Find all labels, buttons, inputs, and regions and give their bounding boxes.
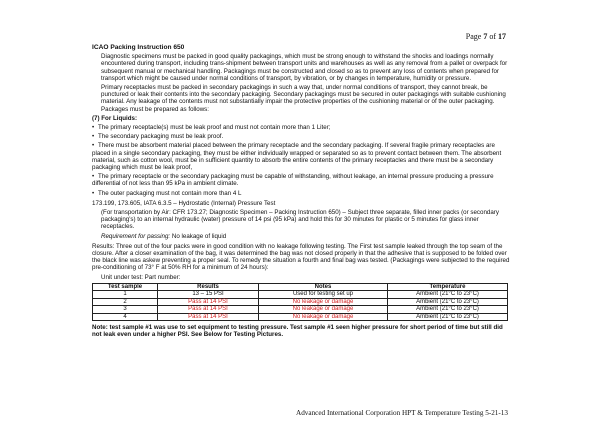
table-row bbox=[93, 306, 508, 313]
list-item bbox=[92, 133, 512, 140]
unit-under-test: Unit under test: Part number: bbox=[101, 273, 181, 281]
cell-temperature: Ambient (21°C to 23°C) bbox=[388, 306, 508, 313]
cell-notes: No leakage or damage bbox=[259, 313, 388, 320]
table-body bbox=[93, 291, 508, 321]
table-row bbox=[93, 291, 508, 298]
requirement-value: No leakage of liquid bbox=[171, 232, 227, 240]
liquids-heading: (7) For Liquids: bbox=[92, 114, 138, 122]
cell-sample: 3 bbox=[93, 306, 158, 313]
cell-result: Pass at 14 PSI bbox=[158, 313, 259, 320]
cell-result: Pass at 14 PSI bbox=[158, 306, 259, 313]
list-item-text: The outer packaging must not contain more than 4 L bbox=[98, 189, 242, 197]
column-header: Test sample bbox=[93, 283, 158, 290]
list-item-text: The secondary packaging must be leak proof. bbox=[98, 133, 224, 141]
paragraph-primary-receptacles: Primary receptacles must be packed in secondary packagings in such a way that, under normal conditions of transport, they cannot break, be punctured or leak their contents into the secondary packaging. Secondary packagings must be secured in outer packagings with suitable cushioning material. Any leakage of the contents must not substantially impair the protective properties of the cushioning material or of the outer packaging. Packages must be prepared as follows: bbox=[101, 84, 506, 113]
column-header: Notes bbox=[259, 283, 388, 290]
results-paragraph: Results: Three out of the four packs were in good condition with no leakage following testing. The First test sample leaked through the top seam of the closure. After a closer examination of the bag, it was determined the bag was not closed properly in that the adhesive that is supposed to be folded over the black line was askew preventing a proper seal. To remedy the situation a fourth and final bag was tested. (Packagings were subjected to the required pre-conditioning of 73° F at 50% RH for a minimum of 24 hours): bbox=[92, 242, 510, 272]
section-heading: ICAO Packing Instruction 650 bbox=[92, 44, 185, 51]
cell-temperature: Ambient (21°C to 23°C) bbox=[388, 291, 508, 298]
list-item bbox=[92, 190, 512, 197]
list-item bbox=[92, 124, 512, 131]
page-number-total: 17 bbox=[498, 32, 506, 41]
page-number-middle: of bbox=[487, 32, 498, 41]
list-item bbox=[92, 173, 512, 187]
cell-notes: No leakage or damage bbox=[259, 298, 388, 305]
column-header: Results bbox=[158, 283, 259, 290]
bullet-dot-icon: • bbox=[92, 189, 95, 197]
list-item-text: There must be absorbent material placed between the primary receptacle and the secondary packaging. If several fragile primary receptacles are placed in a single secondary packaging, they must be either individually wrapped or separated so as to prevent contact between them. The absorbent material, such as cotton wool, must be in sufficient quantity to absorb the entire contents of the primary receptacles and there must be a secondary packaging which must be leak proof, bbox=[92, 142, 502, 172]
table-row bbox=[93, 313, 508, 320]
cell-sample: 4 bbox=[93, 313, 158, 320]
bullet-dot-icon: • bbox=[92, 133, 95, 141]
table-row bbox=[93, 298, 508, 305]
page-number-prefix: Page bbox=[465, 32, 484, 41]
bullet-list bbox=[92, 124, 512, 197]
column-header: Temperature bbox=[388, 283, 508, 290]
list-item bbox=[92, 142, 512, 171]
list-item-text: The primary receptacle(s) must be leak proof and must not contain more than 1 Liter; bbox=[98, 124, 331, 132]
page-number bbox=[466, 32, 506, 41]
requirement-label: Requirement for passing: bbox=[101, 232, 171, 240]
bullet-dot-icon: • bbox=[92, 124, 95, 132]
note-paragraph: Note: test sample #1 was use to set equipment to testing pressure. Test sample #1 seen higher pressure for short period of time but still did not leak even under a higher PSI. See Below for Testing Pictures. bbox=[92, 323, 503, 338]
table-header-row bbox=[93, 283, 508, 290]
bullet-dot-icon: • bbox=[92, 142, 95, 150]
cell-sample: 2 bbox=[93, 298, 158, 305]
cell-result: 13 – 15 PSI bbox=[158, 291, 259, 298]
page-content bbox=[92, 44, 512, 338]
cell-sample: 1 bbox=[93, 291, 158, 298]
cell-notes: Used for testing set up bbox=[259, 291, 388, 298]
test-description: (For transportation by Air: CFR 173.27; Diagnostic Specimen – Packing Instruction 650) – Subject three separate, filled inner packs (or secondary packaging's) to an internal hydraulic (water) pressure of 14 psi (95 kPa) and hold this for 30 minutes for plastic or 5 minutes for glass inner receptacles. bbox=[101, 209, 499, 231]
cell-temperature: Ambient (21°C to 23°C) bbox=[388, 313, 508, 320]
cell-result: Pass at 14 PSI bbox=[158, 298, 259, 305]
cell-notes: No leakage or damage bbox=[259, 306, 388, 313]
results-table bbox=[92, 283, 508, 321]
list-item-text: The primary receptacle or the secondary packaging must be capable of withstanding, without leakage, an internal pressure producing a pressure differential of not less than 95 kPa in ambient climate. bbox=[92, 173, 494, 188]
requirement-line bbox=[101, 233, 512, 240]
test-title: 173.199, 173.605, IATA 6.3.5 – Hydrostatic (Internal) Pressure Test bbox=[92, 199, 276, 207]
cell-temperature: Ambient (21°C to 23°C) bbox=[388, 298, 508, 305]
bullet-dot-icon: • bbox=[92, 173, 95, 181]
paragraph-packaging: Diagnostic specimens must be packed in good quality packagings, which must be strong enough to withstand the shocks and loadings normally encountered during transport, including trans-shipment between transport units and warehouses as well as any removal from a pallet or overpack for subsequent manual or mechanical handling. Packagings must be constructed and closed so as to prevent any loss of contents when prepared for transport which might be caused under normal conditions of transport, by vibration, or by changes in temperature, humidity or pressure. bbox=[101, 53, 508, 82]
page-footer: Advanced International Corporation HPT & Temperature Testing 5-21-13 bbox=[296, 409, 508, 417]
page-number-current: 7 bbox=[483, 32, 488, 41]
